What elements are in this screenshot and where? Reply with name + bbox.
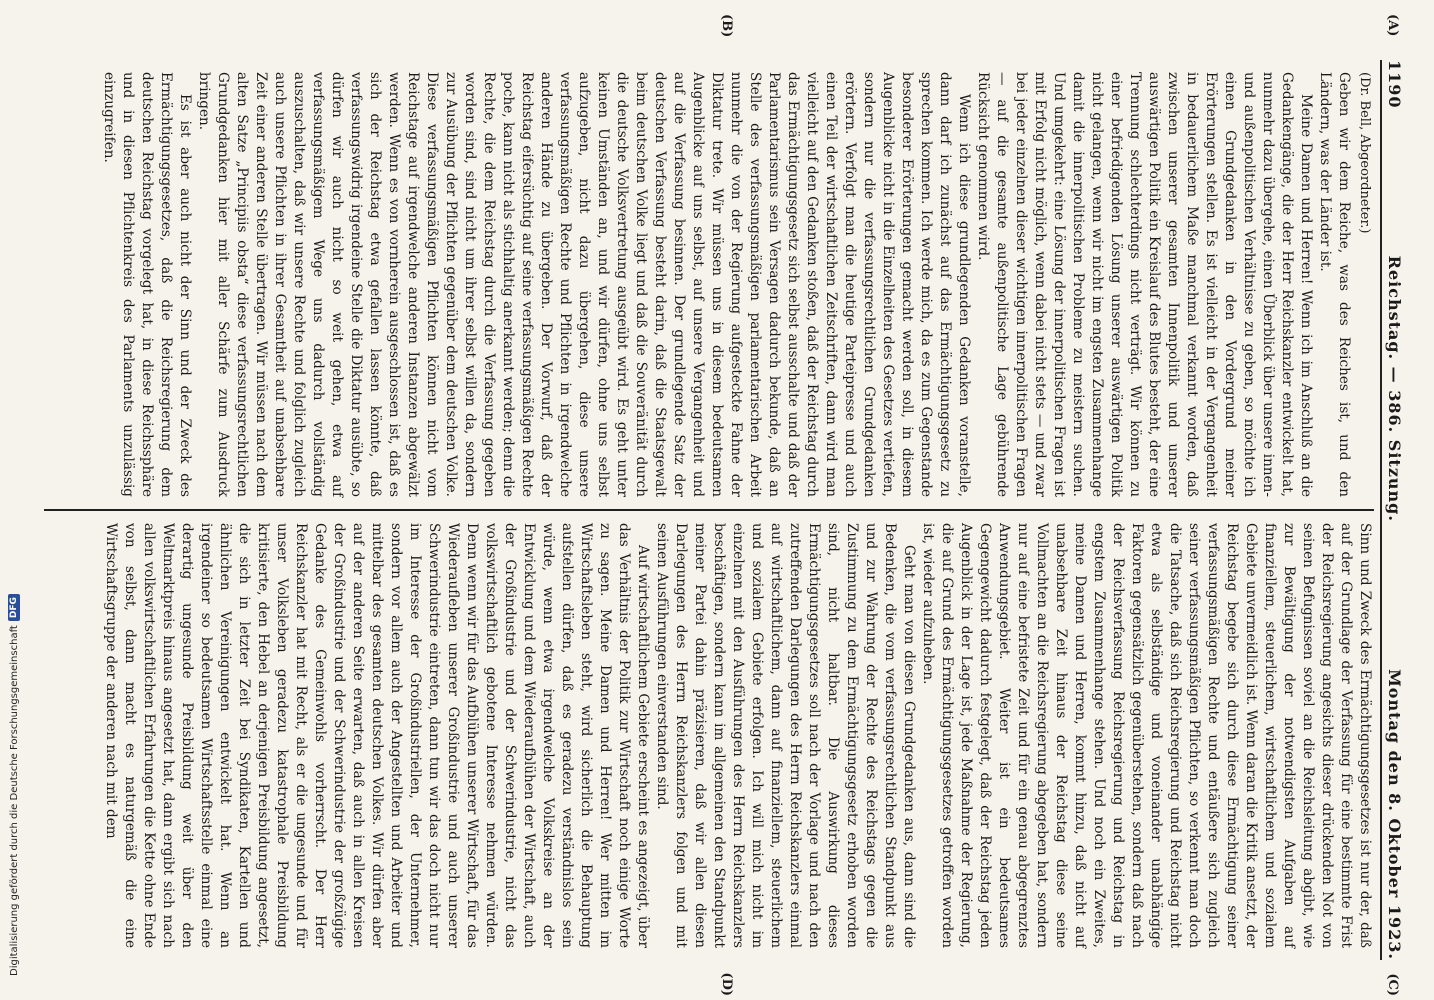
margin-marker-b: (B) <box>719 14 734 38</box>
margin-marker-d: (D) <box>719 972 734 996</box>
paragraph: Sinn und Zweck des Ermächtigungsgesetzes ist nur der, daß auf der Grundlage der Verfassung für eine bestimmte Frist der Reichsregierung angesichts dieser drückenden Not von seinen Befugnissen soviel an die Reichsleitung abgibt, wie zur Bewältigung der notwendigsten Aufgaben auf finanziellem, steuerlichem, wirtschaftlichem und sozialem Gebiete unvermeidlich ist. Wenn daran die Kritik ansetzt, der Reichstag begebe sich durch diese Ermächtigung seiner verfassungsmäßigen Rechte und entäußere sich zugleich seiner verfassungsmäßigen Pflichten, so verkennt man doch die Tatsache, daß sich Reichsregierung und Reichstag nicht etwa als selbständige und voneinander unabhängige Faktoren gegensätzlich gegenüberstehen, sondern daß nach der Reichsverfassung Reichsregierung und Reichstag in engstem Zusammenhange stehen. Und noch ein Zweites, meine Damen und Herren, kommt hinzu, daß nicht auf unabsehbare Zeit hinaus der Reichstag diese seine Vollmachten an die Reichsregierung abgegeben hat, sondern nur auf eine befristete Zeit und für ein genau abgegrenztes Anwendungsgebiet. Weiter ist ein bedeutsames Gegengewicht dadurch festgelegt, daß der Reichstag jeden Augenblick in der Lage ist, jede Maßnahme der Regierung, die auf Grund des Ermächtigungsgesetzes getroffen worden ist, wieder aufzuheben. <box>920 523 1373 948</box>
credit-text: Digitalisierung gefördert durch die Deutsche Forschungsgemeinschaft <box>8 625 20 976</box>
text-columns <box>44 60 1374 960</box>
paragraph: Geht man von diesen Grundgedanken aus, dann sind die Bedenken, die vom verfassungsrechtlichen Standpunkt aus und zur Wahrung der Rechte des Reichstags gegen die Zustimmung zu dem Ermächtigungsgesetz erhoben worden sind, nicht haltbar. Die Auswirkung dieses Ermächtigungsgesetzes soll nach der Vorlage und nach den zutreffenden Darlegungen des Herrn Reichskanzlers einmal auf wirtschaftlichem, dann auf finanziellem, steuerlichem und sozialem Gebiete erfolgen. Ich will mich nicht im einzelnen mit den Ausführungen des Herrn Reichskanzlers beschäftigen, sondern kann im allgemeinen den Standpunkt meiner Partei dahin präzisieren, daß wir allen diesen Darlegungen des Herrn Reichskanzlers folgen und mit seinen Ausführungen einverstanden sind. <box>654 523 917 948</box>
session-date: Montag den 8. Oktober 1923. <box>1385 669 1404 960</box>
speaker-label: (Dr. Bell, Abgeordneter.) <box>1357 72 1372 234</box>
page-number: 1190 <box>1385 60 1404 109</box>
paragraph: Geben wir dem Reiche, was des Reiches ist, und den Ländern, was der Länder ist. <box>1317 72 1352 497</box>
page-title: Reichstag. — 386. Sitzung. <box>1385 255 1404 522</box>
paragraph: Auf wirtschaftlichem Gebiete erscheint es angezeigt, über das Verhältnis der Politik zur Wirtschaft noch einige Worte zu sagen. Meine Damen und Herren! Wer mitten im Wirtschaftsleben steht, wird sicherlich die Behauptung aufstellen dürfen, daß es geradezu verständnislos sein würde, wenn etwa irgendwelche Volkskreise an der Entwicklung und dem Wiederaufblühen der Wirtschaft, auch der Großindustrie und der Schwerindustrie, nicht das volkswirtschaftlich gebotene Interesse nehmen würden. Denn wenn wir für das Aufblühen unserer Wirtschaft, für das Wiederaufleben unserer Großindustrie und auch unserer Schwerindustrie eintreten, dann tun wir das doch nicht nur im Interesse der Großindustriellen, der Unternehmer, sondern vor allem auch der Angestellten und Arbeiter und mittelbar des gesamten deutschen Volkes. Wir dürfen aber auf der anderen Seite erwarten, daß auch in allen Kreisen der Großindustrie und der Schwerindustrie der großzügige Gedanke des Gemeinwohls vorherrscht. Der Herr Reichskanzler hat mit Recht, als er die ungesunde und für unser Volksleben geradezu katastrophale Preisbildung kritisierte, den Hebel an derjenigen Preisbildung angesetzt, die sich in letzter Zeit bei Syndikaten, Kartellen und ähnlichen Vereinigungen entwickelt hat. Wenn an irgendeiner so bedeutsamen Wirtschaftsstelle einmal eine derartig ungesunde Preisbildung weit über den Weltmarktpreis hinaus angesetzt hat, dann ergibt sich nach allen volkswirtschaftlichen Erfahrungen die Kette ohne Ende von selbst, dann macht es naturgemäß die eine Wirtschaftsgruppe der anderen nach mit dem <box>103 523 651 948</box>
dfg-logo: DFG <box>8 594 20 621</box>
digitization-credit <box>6 0 22 976</box>
paragraph: Meine Damen und Herren! Wenn ich im Anschluß an die Gedankengänge, die der Herr Reichskanzler entwickelt hat, nunmehr dazu übergehe, einen Überblick über unsere innen- und außenpolitischen Verhältnisse zu geben, so möchte ich einen Grundgedanken in den Vordergrund meiner Erörterungen stellen. Es ist vielleicht in der Vergangenheit in bedauerlichem Maße manchmal verkannt worden, daß zwischen unserer gesamten Innenpolitik und unserer auswärtigen Politik ein Kreislauf des Blutes besteht, der eine Trennung schlechterdings nicht verträgt. Wir können zu einer befriedigenden Lösung unserer auswärtigen Politik nicht gelangen, wenn wir nicht im engsten Zusammenhange damit die innerpolitischen Probleme zu meistern suchen. Und umgekehrt: eine Lösung der innerpolitischen Fragen ist mit Erfolg nicht möglich, wenn dabei nicht stets — und zwar bei jeder einzelnen dieser wichtigen innerpolitischen Fragen — auf die gesamte außenpolitische Lage gebührende Rücksicht genommen wird. <box>975 72 1314 497</box>
page-header <box>1380 60 1404 960</box>
paragraph: Es ist aber auch nicht der Sinn und der Zweck des Ermächtigungsgesetzes, daß die Reichsregierung dem deutschen Reichstag vorgelegt hat, in diese Reichssphäre und in diesen Pflichtenkreis des Parlaments unzulässig einzugreifen. <box>101 72 193 497</box>
right-column <box>44 511 1374 960</box>
margin-marker-c: (C) <box>1385 973 1400 996</box>
margin-marker-a: (A) <box>1385 14 1400 37</box>
paragraph: Wenn ich diese grundlegenden Gedanken voranstelle, dann darf ich zunächst auf das Ermächtigungsgesetz zu sprechen kommen. Ich werde mich, da es zum Gegenstande besonderer Erörterungen gemacht werden soll, in diesem Augenblicke nicht in die Einzelheiten des Gesetzes vertiefen, sondern nur die verfassungsrechtlichen Grundgedanken erörtern. Verfolgt man die heutige Parteipresse und auch einen Teil der wirtschaftlichen Zeitschriften, dann wird man vielleicht auf den Gedanken stoßen, daß der Reichstag durch das Ermächtigungsgesetz sich selbst ausschalte und daß der Parlamentarismus sein Versagen dadurch bekunde, daß an Stelle des verfassungsmäßigen parlamentarischen Arbeit nunmehr die von der Regierung aufgesteckte Fahne der Diktatur trete. Wir müssen uns in diesem bedeutsamen Augenblicke auf uns selbst, auf unsere Vergangenheit und auf die Verfassung besinnen. Der grundlegende Satz der deutschen Verfassung besteht darin, daß die Staatsgewalt beim deutschen Volke liegt und daß die Souveränität durch die deutsche Volksvertretung ausgeübt wird. Es geht unter keinen Umständen an, und wir dürfen, ohne uns selbst aufzugeben, nicht dazu übergehen, diese unsere verfassungsmäßigen Rechte und Pflichten in irgendwelche anderen Hände zu übergeben. Der Vorwurf, daß der Reichstag eifersüchtig auf seine verfassungsmäßigen Rechte poche, kann nicht als stichhaltig anerkannt werden; denn die Rechte, die dem Reichstag durch die Verfassung gegeben worden sind, sind nicht um ihrer selbst willen da, sondern zur Ausübung der Pflichten gegenüber dem deutschen Volke. Diese verfassungsmäßigen Pflichten können nicht vom Reichstage auf irgendwelche anderen Instanzen abgewälzt werden. Wenn es von vornherein ausgeschlossen ist, daß es sich der Reichstag etwa gefallen lassen könnte, daß verfassungswidrig irgendeine Stelle die Diktatur ausübte, so dürfen wir auch nicht so weit gehen, etwa auf verfassungsmäßigem Wege uns dadurch vollständig auszuschalten, daß wir unsere Rechte und folglich zugleich auch unsere Pflichten in ihrer Gesamtheit auf unabsehbare Zeit einer anderen Stelle übertragen. Wir müssen nach dem alten Satze „Principiis obsta“ diese verfassungsrechtlichen Grundgedanken hier mit aller Schärfe zum Ausdruck bringen. <box>196 72 972 497</box>
left-column <box>44 60 1374 509</box>
